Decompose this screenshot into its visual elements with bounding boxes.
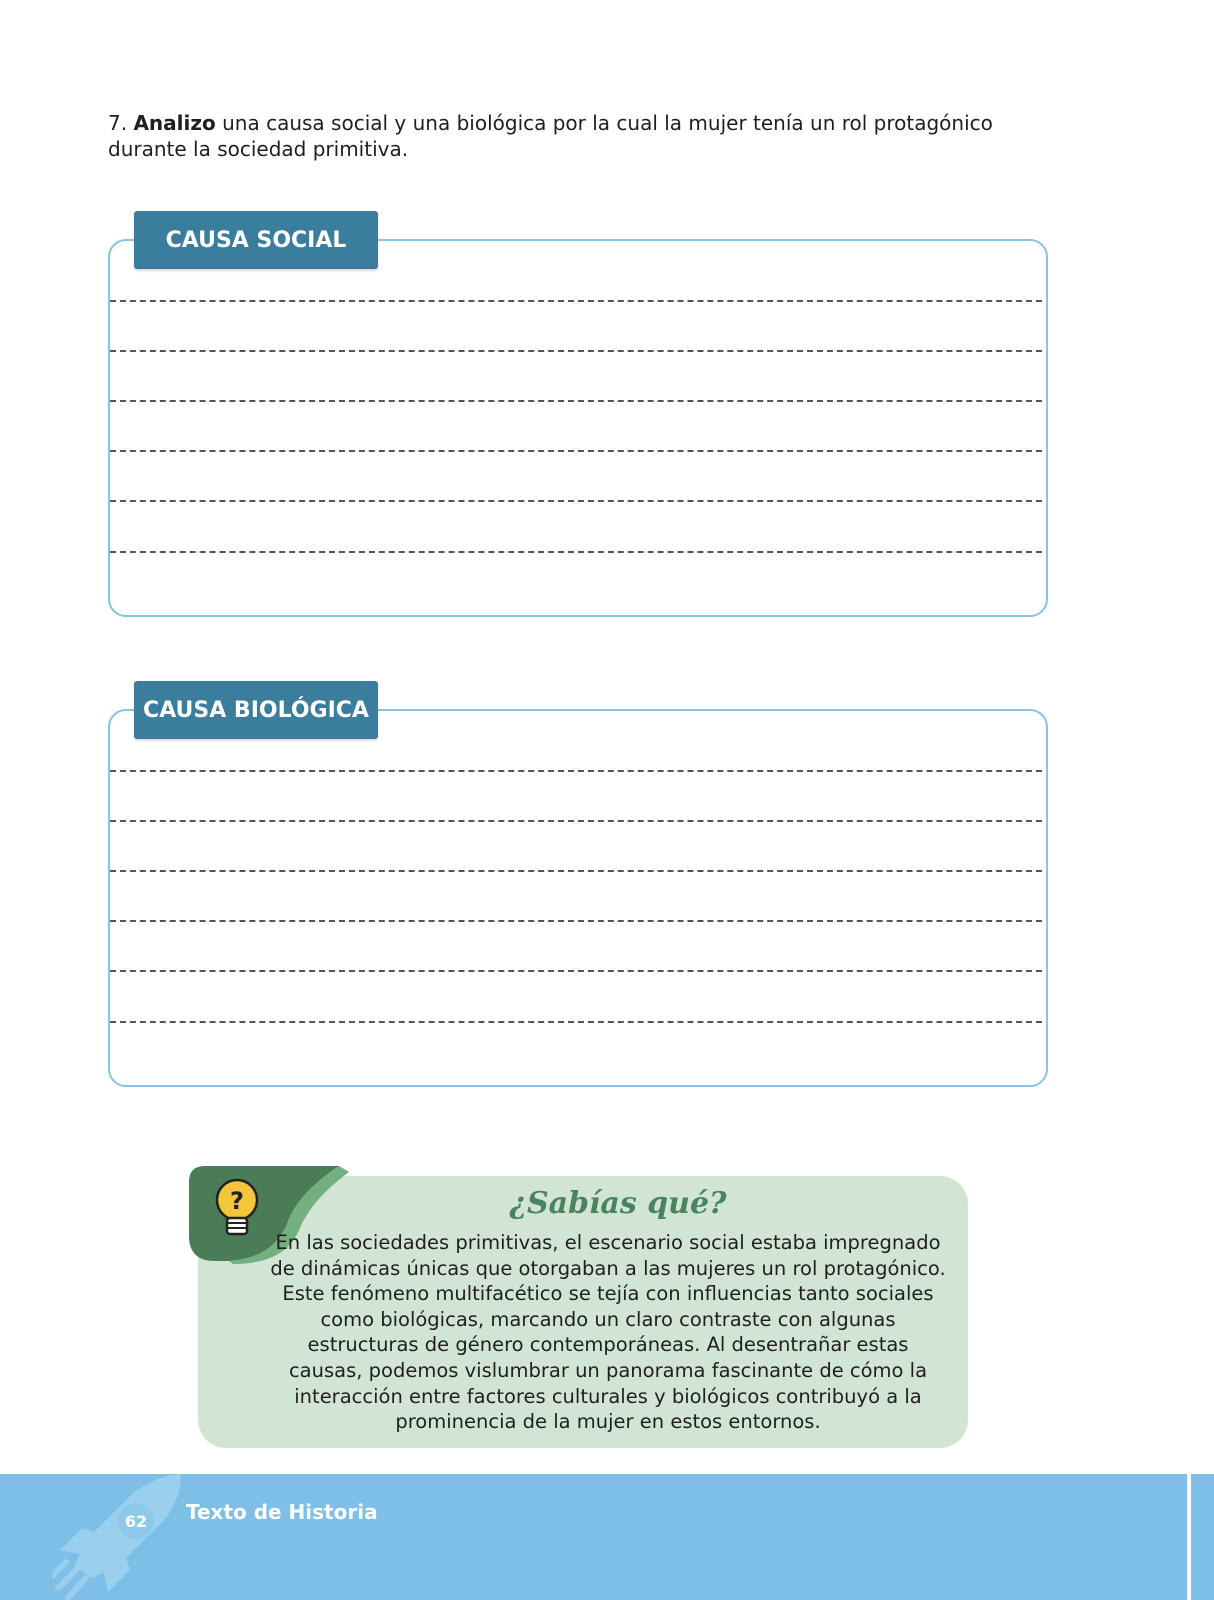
question-verb: Analizo: [133, 111, 216, 135]
answer-line[interactable]: [110, 1021, 1042, 1023]
answer-line[interactable]: [110, 920, 1042, 922]
page-number: 62: [118, 1503, 154, 1539]
sabias-que-title: ¿Sabías qué?: [509, 1186, 727, 1221]
answer-line[interactable]: [110, 770, 1042, 772]
svg-text:?: ?: [230, 1187, 244, 1215]
causa-social-label: CAUSA SOCIAL: [134, 211, 378, 269]
sabias-que-text: En las sociedades primitivas, el escenario social estaba impregnado de dinámicas únicas que otorgaban a las mujeres un rol protagónico. Este fenómeno multifacético se tejía con influencias tanto sociales como biológicas, marcando un claro contraste con algunas estructuras de género contemporáneas. Al desentrañar estas causas, podemos vislumbrar un panorama fascinante de cómo la interacción entre factores culturales y biológicos contribuyó a la prominencia de la mujer en estos entornos.: [270, 1231, 946, 1434]
book-title: Texto de Historia: [186, 1500, 378, 1524]
question-number: 7.: [108, 111, 128, 135]
answer-line[interactable]: [110, 400, 1042, 402]
question-text: [108, 110, 1048, 162]
answer-line[interactable]: [110, 450, 1042, 452]
causa-biologica-answer-box[interactable]: [108, 709, 1048, 1087]
rocket-icon: [52, 1474, 192, 1600]
answer-line[interactable]: [110, 551, 1042, 553]
causa-social-answer-box[interactable]: [108, 239, 1048, 617]
causa-biologica-label: CAUSA BIOLÓGICA: [134, 681, 378, 739]
answer-line[interactable]: [110, 350, 1042, 352]
answer-line[interactable]: [110, 870, 1042, 872]
footer-edge-strip: [1187, 1474, 1191, 1600]
answer-line[interactable]: [110, 820, 1042, 822]
page-footer: [0, 1474, 1214, 1600]
answer-line[interactable]: [110, 300, 1042, 302]
answer-line[interactable]: [110, 970, 1042, 972]
answer-line[interactable]: [110, 500, 1042, 502]
question-body: una causa social y una biológica por la cual la mujer tenía un rol protagónico durante la sociedad primitiva.: [108, 111, 993, 161]
